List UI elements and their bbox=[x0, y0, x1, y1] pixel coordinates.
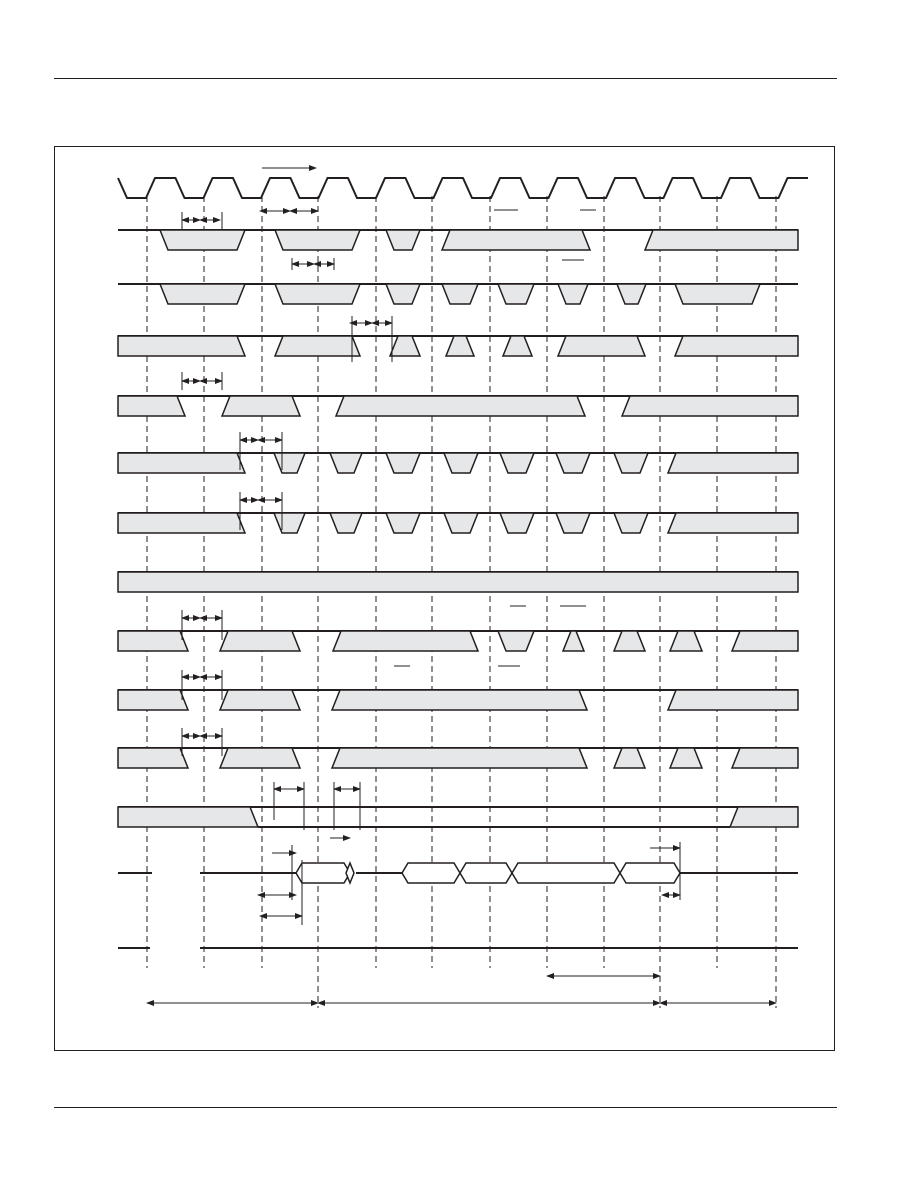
signal-pulse-6 bbox=[500, 453, 534, 473]
signal-pulse-2 bbox=[275, 284, 360, 304]
signal-row-7 bbox=[118, 572, 798, 592]
signal-pulse-7 bbox=[556, 513, 590, 533]
signal-pulse-4 bbox=[668, 690, 798, 710]
signal-pulse-8 bbox=[614, 453, 648, 473]
clock-waveform bbox=[118, 178, 808, 198]
signal-pulse-4 bbox=[442, 284, 478, 304]
bus-crossover bbox=[346, 863, 354, 883]
signal-pulse-4 bbox=[622, 396, 798, 416]
signal-pulse-1 bbox=[118, 396, 185, 416]
signal-row-1 bbox=[118, 230, 798, 250]
signal-pulse-9 bbox=[668, 513, 798, 533]
signal-pulse-5 bbox=[503, 336, 532, 356]
signal-pulse-2 bbox=[274, 513, 305, 533]
signal-waveforms bbox=[118, 178, 808, 948]
signal-pulse-5 bbox=[563, 631, 584, 651]
signal-pulse-4 bbox=[446, 336, 474, 356]
bus-data-word-3 bbox=[460, 863, 512, 883]
signal-pulse-3 bbox=[336, 396, 585, 416]
bus-data-word-2 bbox=[402, 863, 460, 883]
signal-pulse-6 bbox=[614, 631, 645, 651]
signal-pulse-3 bbox=[386, 230, 420, 250]
signal-pulse-8 bbox=[675, 284, 760, 304]
bus-data-word-5 bbox=[620, 863, 680, 883]
bus-data-word-1 bbox=[296, 863, 350, 883]
signal-pulse-1 bbox=[160, 230, 245, 250]
signal-pulse-8 bbox=[614, 513, 648, 533]
signal-pulse-7 bbox=[617, 284, 646, 304]
signal-pulse-1 bbox=[118, 690, 188, 710]
signal-row-6 bbox=[118, 513, 798, 533]
signal-pulse-1 bbox=[118, 748, 188, 768]
signal-row-3 bbox=[118, 336, 798, 356]
signal-pulse-3 bbox=[386, 284, 420, 304]
signal-row-11 bbox=[118, 807, 798, 827]
signal-pulse-4 bbox=[386, 453, 420, 473]
signal-row-5 bbox=[118, 453, 798, 473]
signal-pulse-2 bbox=[274, 453, 305, 473]
signal-pulse-3 bbox=[332, 690, 587, 710]
signal-row-4 bbox=[118, 396, 798, 416]
signal-row-10 bbox=[118, 748, 798, 768]
signal-pulse-1 bbox=[118, 631, 188, 651]
signal-pulse-4 bbox=[498, 631, 534, 651]
signal-pulse-3 bbox=[332, 748, 587, 768]
signal-pulse-7 bbox=[675, 336, 798, 356]
signal-pulse-4 bbox=[442, 230, 590, 250]
signal-pulse-2 bbox=[730, 807, 798, 827]
signal-row-8 bbox=[118, 631, 798, 651]
signal-pulse-1 bbox=[118, 513, 245, 533]
signal-pulse-6 bbox=[558, 336, 645, 356]
signal-pulse-5 bbox=[498, 284, 534, 304]
signal-row-2 bbox=[118, 284, 798, 304]
signal-row-9 bbox=[118, 690, 798, 710]
signal-pulse-1 bbox=[118, 453, 245, 473]
signal-pulse-1 bbox=[160, 284, 245, 304]
signal-pulse-1 bbox=[118, 807, 258, 827]
signal-pulse-2 bbox=[220, 748, 300, 768]
signal-pulse-8 bbox=[732, 631, 798, 651]
signal-pulse-9 bbox=[668, 453, 798, 473]
signal-pulse-5 bbox=[645, 230, 798, 250]
signal-pulse-5 bbox=[670, 748, 702, 768]
signal-pulse-3 bbox=[330, 453, 362, 473]
signal-pulse-4 bbox=[614, 748, 645, 768]
signal-pulse-5 bbox=[444, 513, 478, 533]
signal-pulse-2 bbox=[220, 631, 300, 651]
signal-pulse-2 bbox=[275, 336, 360, 356]
signal-pulse-3 bbox=[390, 336, 420, 356]
signal-pulse-4 bbox=[386, 513, 420, 533]
signal-pulse-1 bbox=[118, 336, 245, 356]
signal-pulse-3 bbox=[330, 513, 362, 533]
signal-pulse-6 bbox=[500, 513, 534, 533]
data-bus-row bbox=[118, 863, 798, 883]
signal-pulse-7 bbox=[556, 453, 590, 473]
signal-pulse-2 bbox=[222, 396, 300, 416]
signal-pulse-3 bbox=[333, 631, 478, 651]
signal-pulse-6 bbox=[732, 748, 798, 768]
signal-pulse-1 bbox=[118, 572, 798, 592]
signal-pulse-5 bbox=[444, 453, 478, 473]
signal-pulse-2 bbox=[275, 230, 360, 250]
signal-pulse-6 bbox=[558, 284, 588, 304]
signal-pulse-7 bbox=[670, 631, 702, 651]
clock-edge-guides bbox=[147, 196, 776, 1008]
signal-pulse-2 bbox=[220, 690, 300, 710]
bus-data-word-4 bbox=[512, 863, 620, 883]
